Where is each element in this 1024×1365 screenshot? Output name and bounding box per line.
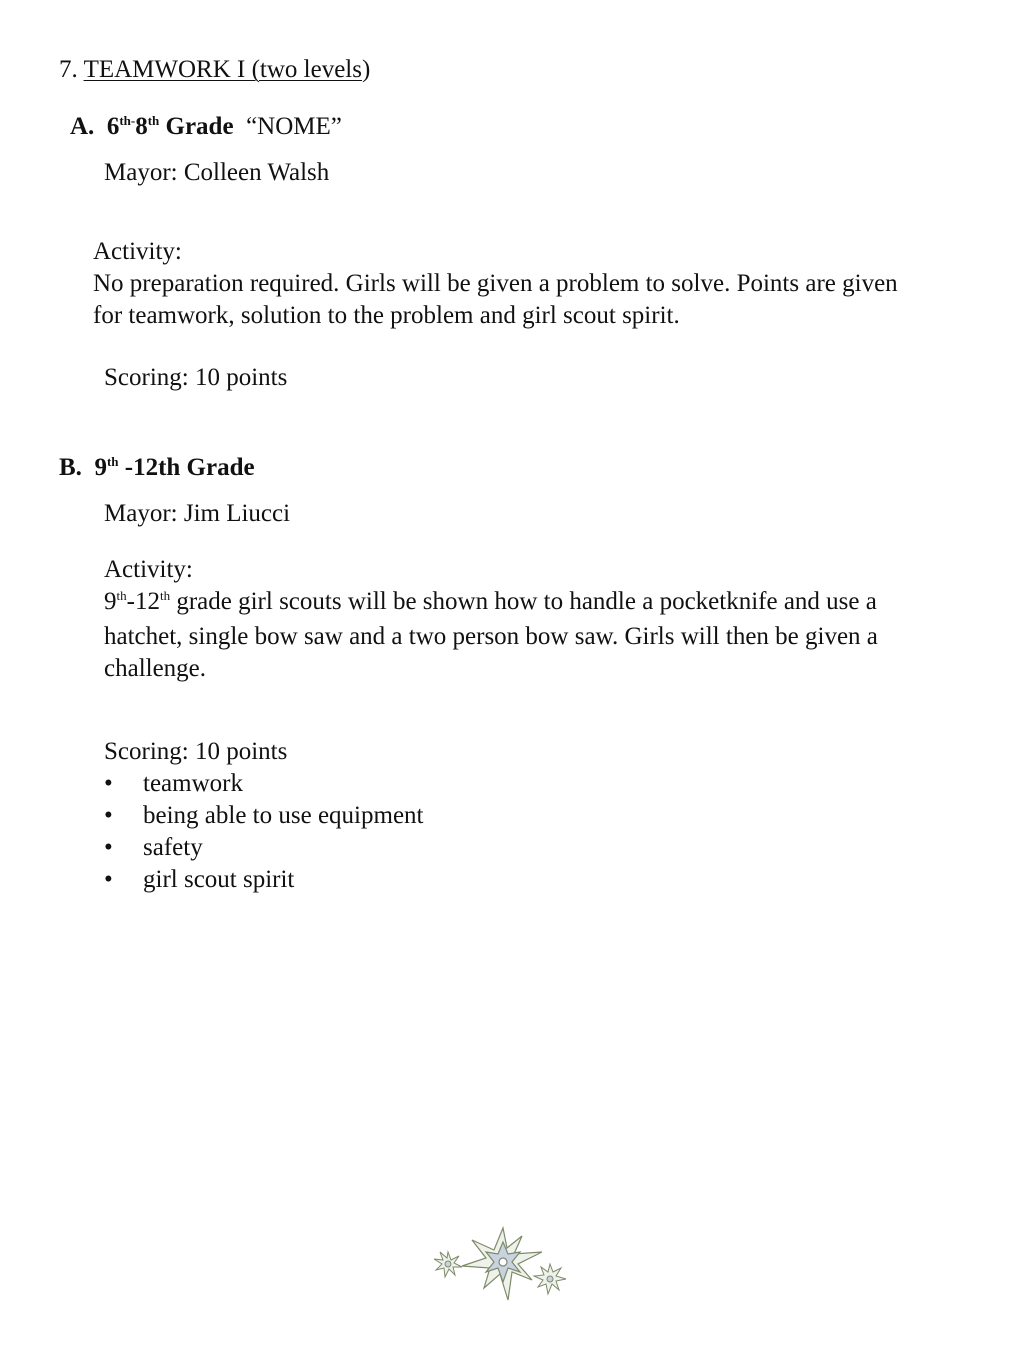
part-a-scoring: Scoring: 10 points bbox=[104, 364, 288, 391]
part-b-grade-start: 9 bbox=[94, 454, 107, 481]
list-item-label: teamwork bbox=[143, 770, 243, 797]
section-title: TEAMWORK I (two levels bbox=[83, 56, 362, 83]
small-left-snowflake-icon bbox=[434, 1252, 462, 1277]
part-a-heading bbox=[70, 111, 342, 146]
part-b-activity-body: grade girl scouts will be shown how to handle a pocketknife and use a hatchet, single bow saw and a two person bow saw. Girls will then be given a challenge. bbox=[104, 588, 878, 682]
part-b-activity-grade-start: 9 bbox=[104, 588, 117, 615]
bullet-icon: • bbox=[104, 834, 113, 861]
part-a-sup1: th- bbox=[119, 113, 136, 128]
part-b-sup1: th bbox=[106, 454, 119, 469]
part-b-activity-sup2: th bbox=[159, 588, 171, 603]
part-a-letter: A. bbox=[70, 113, 95, 140]
list-item-label: girl scout spirit bbox=[143, 866, 295, 893]
part-a-sup2: th bbox=[147, 113, 160, 128]
bullet-icon: • bbox=[104, 802, 113, 829]
part-a-grade-word: Grade bbox=[165, 113, 234, 140]
part-b-activity-text bbox=[104, 586, 954, 685]
part-a-mayor: Mayor: Colleen Walsh bbox=[104, 159, 330, 186]
part-b-grade-rest: -12th Grade bbox=[124, 454, 255, 481]
bullet-icon: • bbox=[104, 770, 113, 797]
part-a-activity-text: No preparation required. Girls will be given a problem to solve. Points are given for teamwork, solution to the problem and girl scout spirit. bbox=[93, 270, 898, 329]
section-title-close: ) bbox=[361, 56, 371, 83]
part-b-activity-grade-dash: -12 bbox=[126, 588, 160, 615]
part-a-grade-end: 8 bbox=[135, 113, 148, 140]
large-center-snowflake-icon bbox=[462, 1228, 542, 1300]
list-item-label: being able to use equipment bbox=[143, 802, 424, 829]
snowflake-cluster-icon bbox=[428, 1224, 572, 1306]
part-b-scoring: Scoring: 10 points bbox=[104, 738, 288, 765]
part-a-grade-start: 6 bbox=[106, 113, 120, 140]
part-b-heading bbox=[59, 452, 255, 487]
part-b-mayor: Mayor: Jim Liucci bbox=[104, 500, 291, 527]
part-b-activity-label: Activity: bbox=[104, 556, 193, 583]
part-a-activity-label: Activity: bbox=[93, 238, 182, 265]
section-number: 7. bbox=[59, 56, 78, 83]
part-b-letter: B. bbox=[59, 454, 82, 481]
part-a-event-name: “NOME” bbox=[246, 113, 342, 140]
small-right-snowflake-icon bbox=[534, 1264, 566, 1294]
bullet-icon: • bbox=[104, 866, 113, 893]
list-item-label: safety bbox=[143, 834, 203, 861]
part-b-activity-sup1: th bbox=[116, 588, 127, 603]
section-heading bbox=[59, 54, 370, 86]
